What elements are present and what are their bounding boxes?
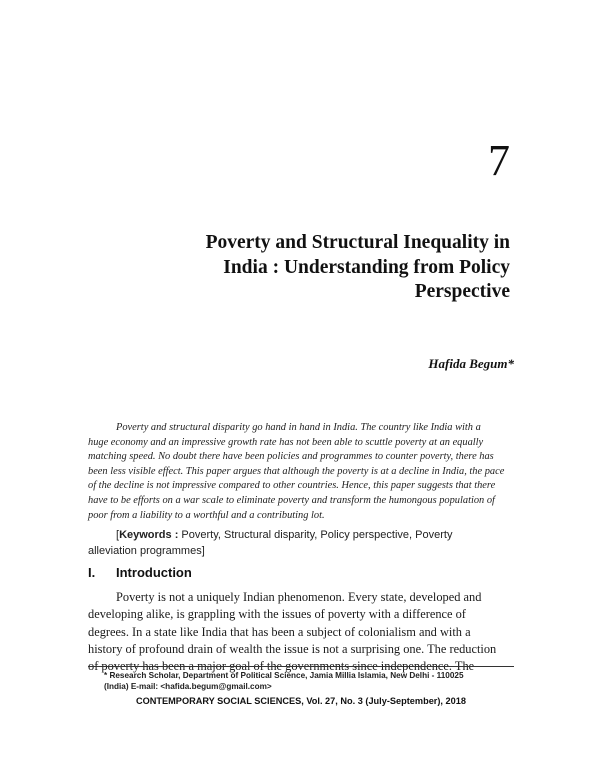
abstract bbox=[88, 421, 514, 523]
title-line: India : Understanding from Policy bbox=[223, 256, 510, 278]
footnote-line: (India) E-mail: <hafida.begum@gmail.com> bbox=[104, 682, 272, 691]
keywords-label: Keywords : bbox=[119, 529, 179, 541]
keywords-line: alleviation programmes] bbox=[88, 545, 205, 557]
body-paragraph bbox=[88, 589, 514, 675]
section-title: Introduction bbox=[116, 565, 192, 580]
abstract-line: of the decline is not impressive compared to other countries. Hence, this paper suggests that there bbox=[88, 480, 496, 492]
abstract-line: matching speed. No doubt there have been policies and programmes to counter poverty, there has bbox=[88, 451, 494, 463]
body-line: of poverty has been a major goal of the governments since independence. The bbox=[88, 659, 475, 674]
title-line: Perspective bbox=[414, 281, 510, 302]
keywords-list: Poverty, Structural disparity, Policy perspective, Poverty bbox=[178, 529, 453, 541]
abstract-line: huge economy and an impressive growth rate has not been able to scuttle poverty at an equally bbox=[88, 436, 484, 448]
body-line: degrees. In a state like India that has been a subject of colonialism and with a bbox=[88, 624, 471, 639]
journal-footer: CONTEMPORARY SOCIAL SCIENCES, Vol. 27, No. 3 (July-September), 2018 bbox=[136, 696, 466, 706]
footnote-line: * Research Scholar, Department of Political Science, Jamia Millia Islamia, New Delhi - 110025 bbox=[104, 671, 464, 680]
keywords-line bbox=[88, 527, 514, 543]
body-line: history of profound drain of wealth the issue is not a surprising one. The reduction bbox=[88, 641, 497, 656]
section-number: I. bbox=[88, 565, 96, 580]
title-line: Poverty and Structural Inequality in bbox=[205, 232, 510, 253]
abstract-line: poor from a liability to a worthful and a contributing lot. bbox=[88, 509, 325, 521]
abstract-line: Poverty and structural disparity go hand in hand in India. The country like India with a bbox=[116, 422, 481, 433]
body-line: Poverty is not a uniquely Indian phenomenon. Every state, developed and bbox=[116, 590, 482, 604]
paper-title bbox=[90, 231, 510, 305]
body-line: developing alike, is grappling with the issues of poverty with a difference of bbox=[88, 607, 466, 622]
keywords bbox=[88, 527, 514, 559]
chapter-number: 7 bbox=[488, 136, 510, 185]
section-heading bbox=[88, 565, 192, 580]
abstract-line: been less visible effect. This paper argues that although the poverty is at a decline in India, the pace bbox=[88, 465, 505, 477]
abstract-line: have to be efforts on a war scale to eliminate poverty and transform the humongous population of bbox=[88, 494, 495, 506]
keywords-open-bracket: [ bbox=[116, 529, 120, 541]
author-footnote bbox=[104, 670, 514, 692]
author-name: Hafida Begum* bbox=[428, 356, 514, 371]
footnote-divider bbox=[88, 666, 514, 667]
